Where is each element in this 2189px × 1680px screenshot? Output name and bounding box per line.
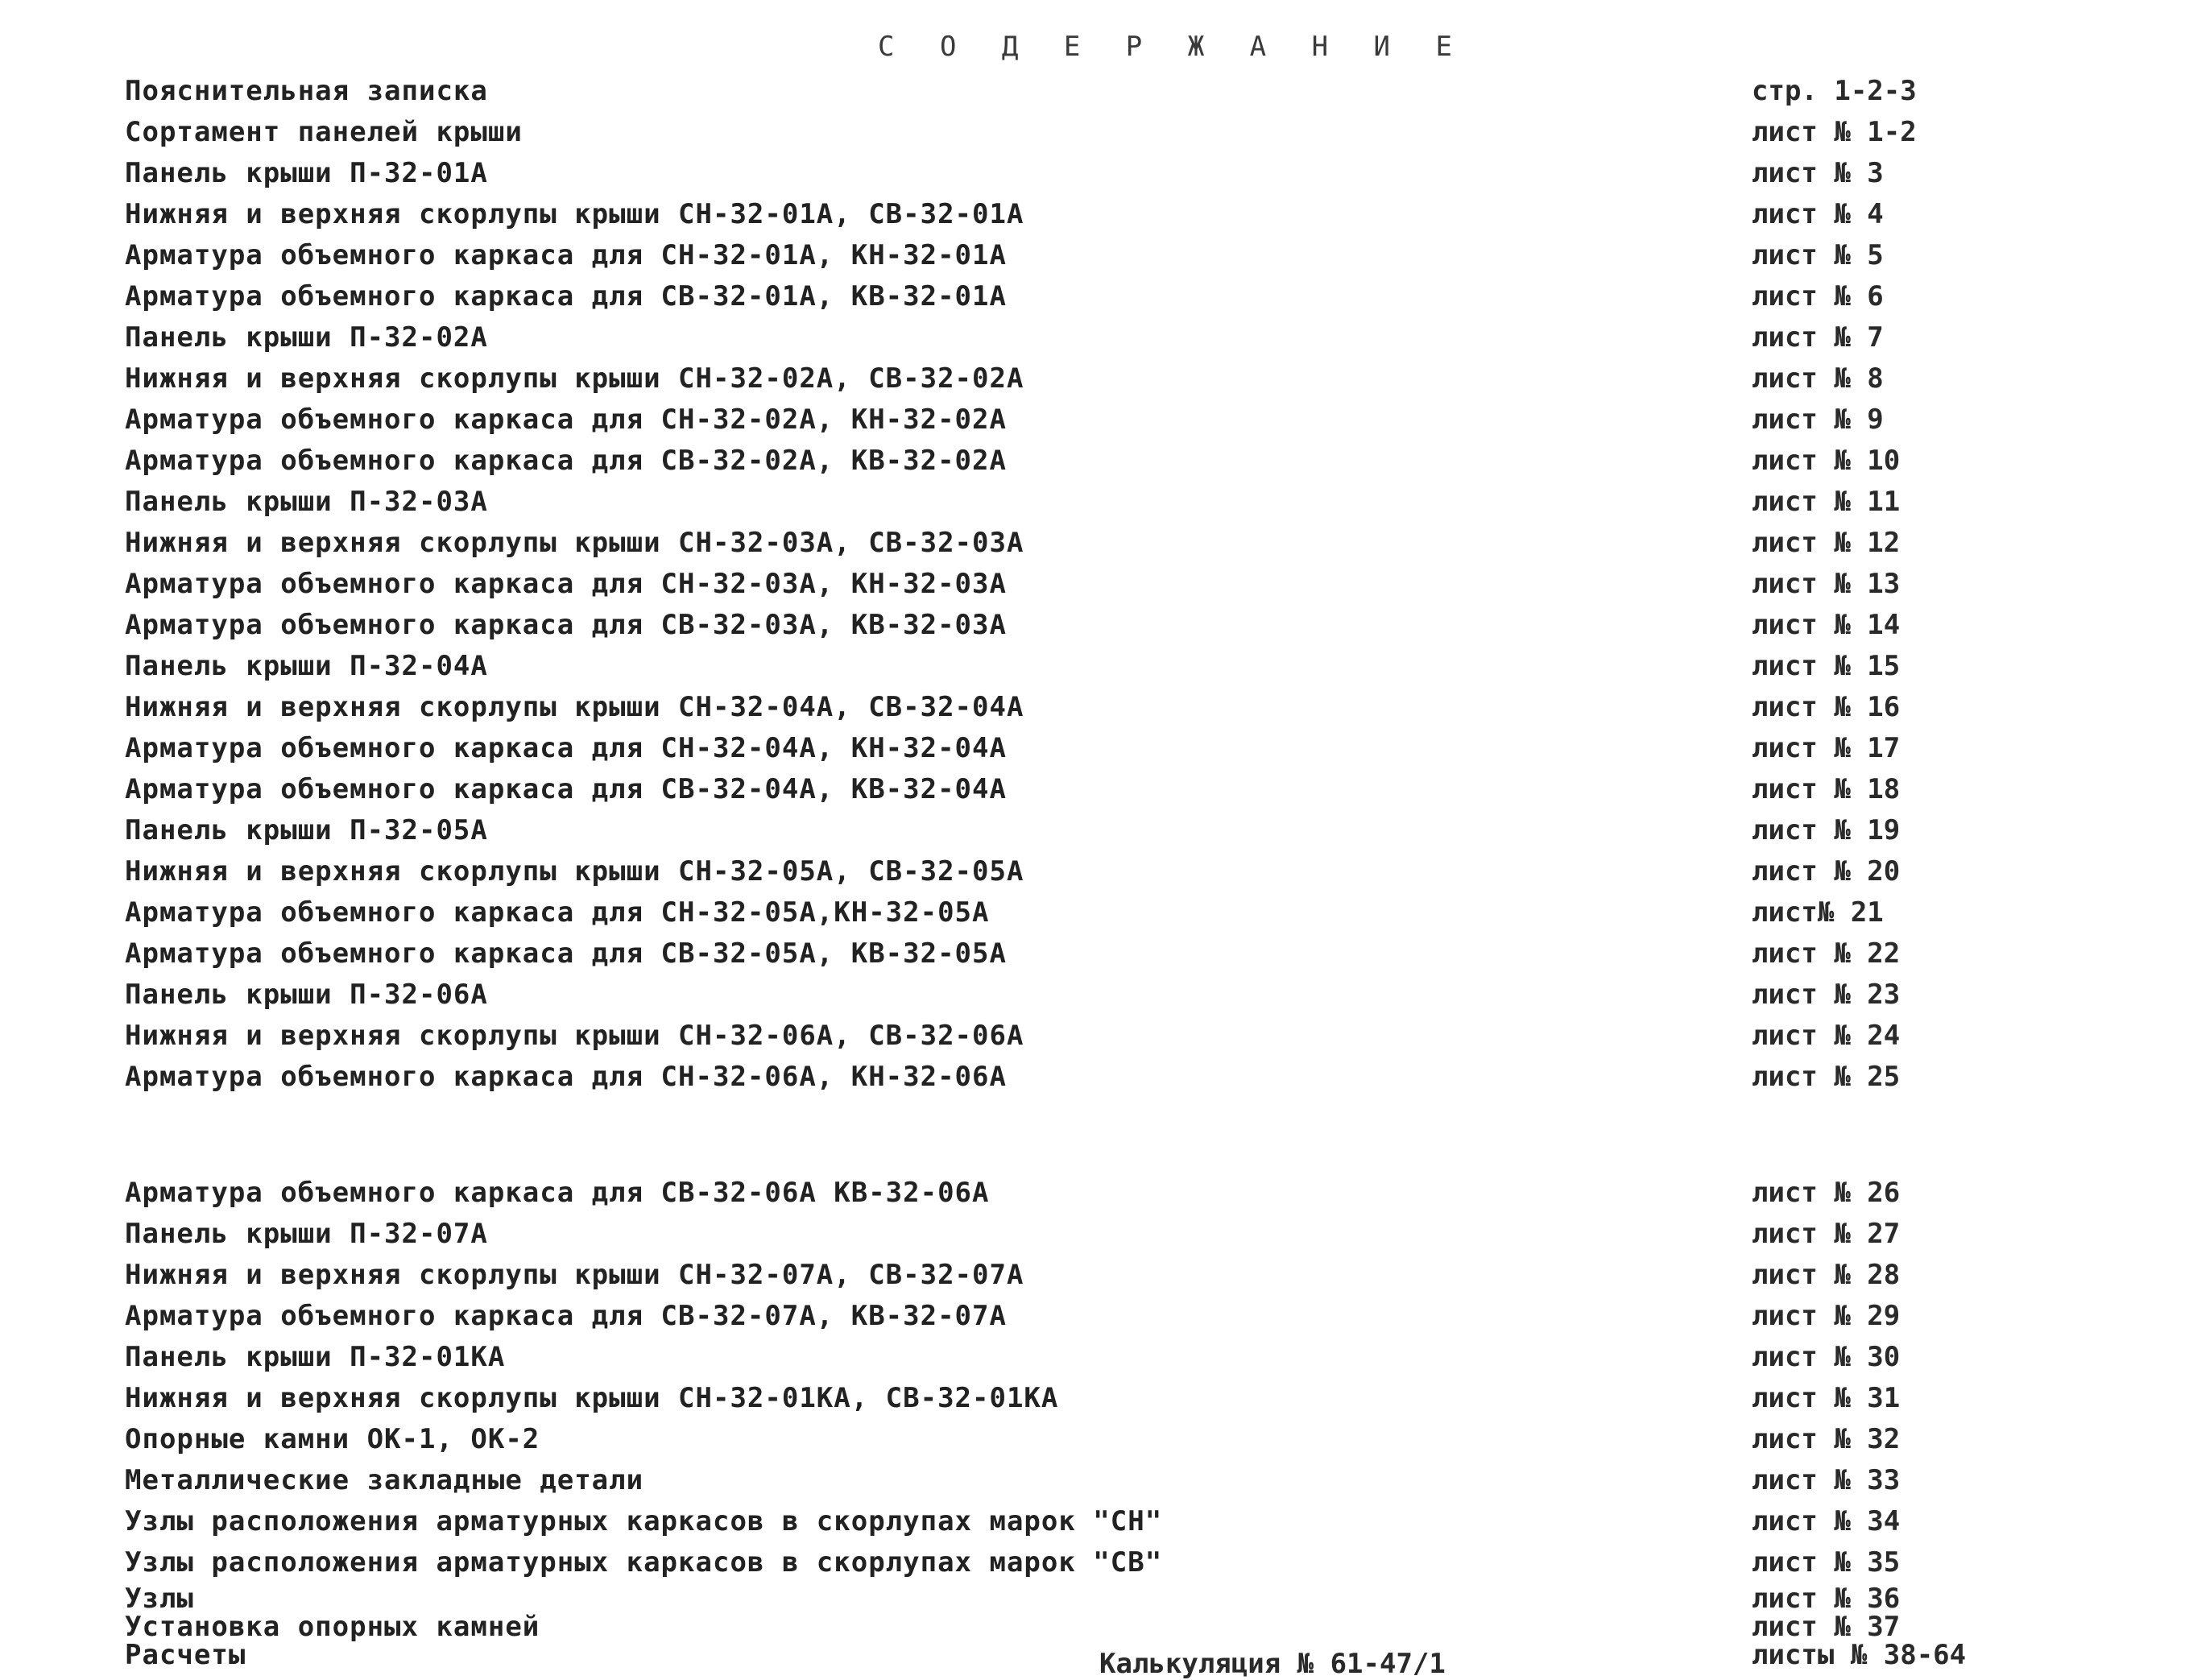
contents-entry [0,937,2189,977]
entry-sheet-ref: лист № 11 [1752,486,1901,518]
entry-title: Опорные камни ОК-1, ОК-2 [125,1423,540,1455]
entry-sheet-ref: лист № 22 [1752,937,1901,970]
contents-entry [0,74,2189,114]
entry-sheet-ref: лист№ 21 [1752,896,1884,929]
entry-sheet-ref: лист № 23 [1752,979,1901,1011]
entry-sheet-ref: лист № 8 [1752,362,1884,395]
entry-title: Арматура объемного каркаса для СВ-32-03А, КВ-32-03А [125,609,1007,641]
entry-title: Нижняя и верхняя скорлупы крыши СН-32-02А, СВ-32-02А [125,362,1024,395]
entry-title: Узлы расположения арматурных каркасов в скорлупах марок "СВ" [125,1546,1163,1579]
entry-title: Арматура объемного каркаса для СВ-32-06А КВ-32-06А [125,1177,990,1209]
contents-entry [0,1176,2189,1216]
entry-title: Арматура объемного каркаса для СВ-32-05А, КВ-32-05А [125,937,1007,970]
entry-sheet-ref: лист № 20 [1752,855,1901,888]
entry-title: Арматура объемного каркаса для СН-32-03А, КН-32-03А [125,568,1007,600]
contents-entry [0,1217,2189,1257]
contents-entry [0,279,2189,320]
entry-sheet-ref: лист № 17 [1752,732,1901,764]
entry-title: Арматура объемного каркаса для СВ-32-01А, КВ-32-01А [125,280,1007,312]
entry-sheet-ref: лист № 37 [1752,1611,1901,1643]
entry-sheet-ref: лист № 15 [1752,650,1901,682]
contents-entry [0,731,2189,772]
contents-entry [0,854,2189,895]
entry-title: Панель крыши П-32-05А [125,814,488,846]
entry-title: Панель крыши П-32-01КА [125,1341,506,1373]
entry-title: Установка опорных камней [125,1611,540,1643]
entry-title: Нижняя и верхняя скорлупы крыши СН-32-07А, СВ-32-07А [125,1259,1024,1291]
contents-entry [0,403,2189,443]
entry-sheet-ref: лист № 3 [1752,157,1884,189]
contents-entry [0,526,2189,566]
contents-entry [0,690,2189,730]
entry-sheet-ref: лист № 30 [1752,1341,1901,1373]
contents-entry [0,1463,2189,1504]
contents-entry [0,362,2189,402]
entry-sheet-ref: стр. 1-2-3 [1752,75,1917,107]
entry-sheet-ref: лист № 9 [1752,403,1884,436]
entry-title: Нижняя и верхняя скорлупы крыши СН-32-06А, СВ-32-06А [125,1020,1024,1052]
entry-title: Арматура объемного каркаса для СН-32-02А, КН-32-02А [125,403,1007,436]
entry-sheet-ref: лист № 6 [1752,280,1884,312]
entry-sheet-ref: лист № 5 [1752,239,1884,271]
entry-sheet-ref: лист № 36 [1752,1583,1901,1615]
entry-title: Металлические закладные детали [125,1464,644,1496]
contents-entry [0,1504,2189,1545]
contents-entry [0,1340,2189,1380]
contents-entry [0,321,2189,361]
contents-entry [0,238,2189,279]
entry-title: Нижняя и верхняя скорлупы крыши СН-32-04А, СВ-32-04А [125,691,1024,723]
entry-sheet-ref: лист № 1-2 [1752,116,1917,148]
entry-sheet-ref: лист № 29 [1752,1300,1901,1332]
contents-entry [0,813,2189,854]
entry-sheet-ref: листы № 38-64 [1752,1639,1967,1671]
entry-sheet-ref: лист № 28 [1752,1259,1901,1291]
entry-title: Нижняя и верхняя скорлупы крыши СН-32-05А, СВ-32-05А [125,855,1024,888]
entry-sheet-ref: лист № 31 [1752,1382,1901,1414]
contents-entry [0,1638,2189,1678]
contents-entry [0,649,2189,689]
entry-sheet-ref: лист № 26 [1752,1177,1901,1209]
contents-entry [0,608,2189,648]
entry-sheet-ref: лист № 13 [1752,568,1901,600]
contents-entry [0,197,2189,238]
entry-sheet-ref: лист № 14 [1752,609,1901,641]
entry-sheet-ref: лист № 12 [1752,527,1901,559]
entry-sheet-ref: лист № 16 [1752,691,1901,723]
contents-entry [0,1019,2189,1059]
contents-entry [0,1422,2189,1463]
entry-title: Арматура объемного каркаса для СН-32-05А,КН-32-05А [125,896,990,929]
footer-note: Калькуляция № 61-47/1 [1099,1648,1446,1680]
contents-entry [0,978,2189,1018]
entry-title: Арматура объемного каркаса для СВ-32-07А, КВ-32-07А [125,1300,1007,1332]
entry-sheet-ref: лист № 34 [1752,1505,1901,1537]
contents-entry [0,567,2189,607]
contents-entry [0,156,2189,197]
entry-sheet-ref: лист № 24 [1752,1020,1901,1052]
entry-title: Арматура объемного каркаса для СН-32-01А, КН-32-01А [125,239,1007,271]
entry-title: Панель крыши П-32-04А [125,650,488,682]
entry-title: Расчеты [125,1639,246,1671]
entry-sheet-ref: лист № 25 [1752,1061,1901,1093]
entry-sheet-ref: лист № 18 [1752,773,1901,805]
contents-entry [0,115,2189,155]
entry-sheet-ref: лист № 7 [1752,321,1884,354]
entry-sheet-ref: лист № 33 [1752,1464,1901,1496]
entry-title: Нижняя и верхняя скорлупы крыши СН-32-01А, СВ-32-01А [125,198,1024,230]
entry-title: Панель крыши П-32-03А [125,486,488,518]
entry-title: Панель крыши П-32-01А [125,157,488,189]
entry-title: Арматура объемного каркаса для СВ-32-02А, КВ-32-02А [125,445,1007,477]
entry-title: Нижняя и верхняя скорлупы крыши СН-32-03А, СВ-32-03А [125,527,1024,559]
entry-title: Арматура объемного каркаса для СН-32-04А, КН-32-04А [125,732,1007,764]
entry-title: Арматура объемного каркаса для СН-32-06А, КН-32-06А [125,1061,1007,1093]
entry-title: Панель крыши П-32-06А [125,979,488,1011]
contents-entry [0,1299,2189,1339]
entry-title: Узлы [125,1583,194,1615]
entry-title: Арматура объемного каркаса для СВ-32-04А, КВ-32-04А [125,773,1007,805]
entry-sheet-ref: лист № 19 [1752,814,1901,846]
contents-entry [0,1060,2189,1100]
entry-title: Пояснительная записка [125,75,488,107]
entry-sheet-ref: лист № 35 [1752,1546,1901,1579]
contents-entry [0,1258,2189,1298]
entry-sheet-ref: лист № 27 [1752,1218,1901,1250]
contents-entry [0,772,2189,813]
contents-entry [0,896,2189,936]
page-title: С О Д Е Р Ж А Н И Е [878,31,1467,63]
entry-sheet-ref: лист № 4 [1752,198,1884,230]
contents-entry [0,1381,2189,1421]
contents-entry [0,1546,2189,1586]
entry-title: Панель крыши П-32-02А [125,321,488,354]
entry-title: Нижняя и верхняя скорлупы крыши СН-32-01КА, СВ-32-01КА [125,1382,1059,1414]
entry-title: Узлы расположения арматурных каркасов в скорлупах марок "СН" [125,1505,1163,1537]
entry-sheet-ref: лист № 10 [1752,445,1901,477]
entry-title: Сортамент панелей крыши [125,116,523,148]
contents-entry [0,444,2189,484]
entry-sheet-ref: лист № 32 [1752,1423,1901,1455]
contents-entry [0,485,2189,525]
entry-title: Панель крыши П-32-07А [125,1218,488,1250]
